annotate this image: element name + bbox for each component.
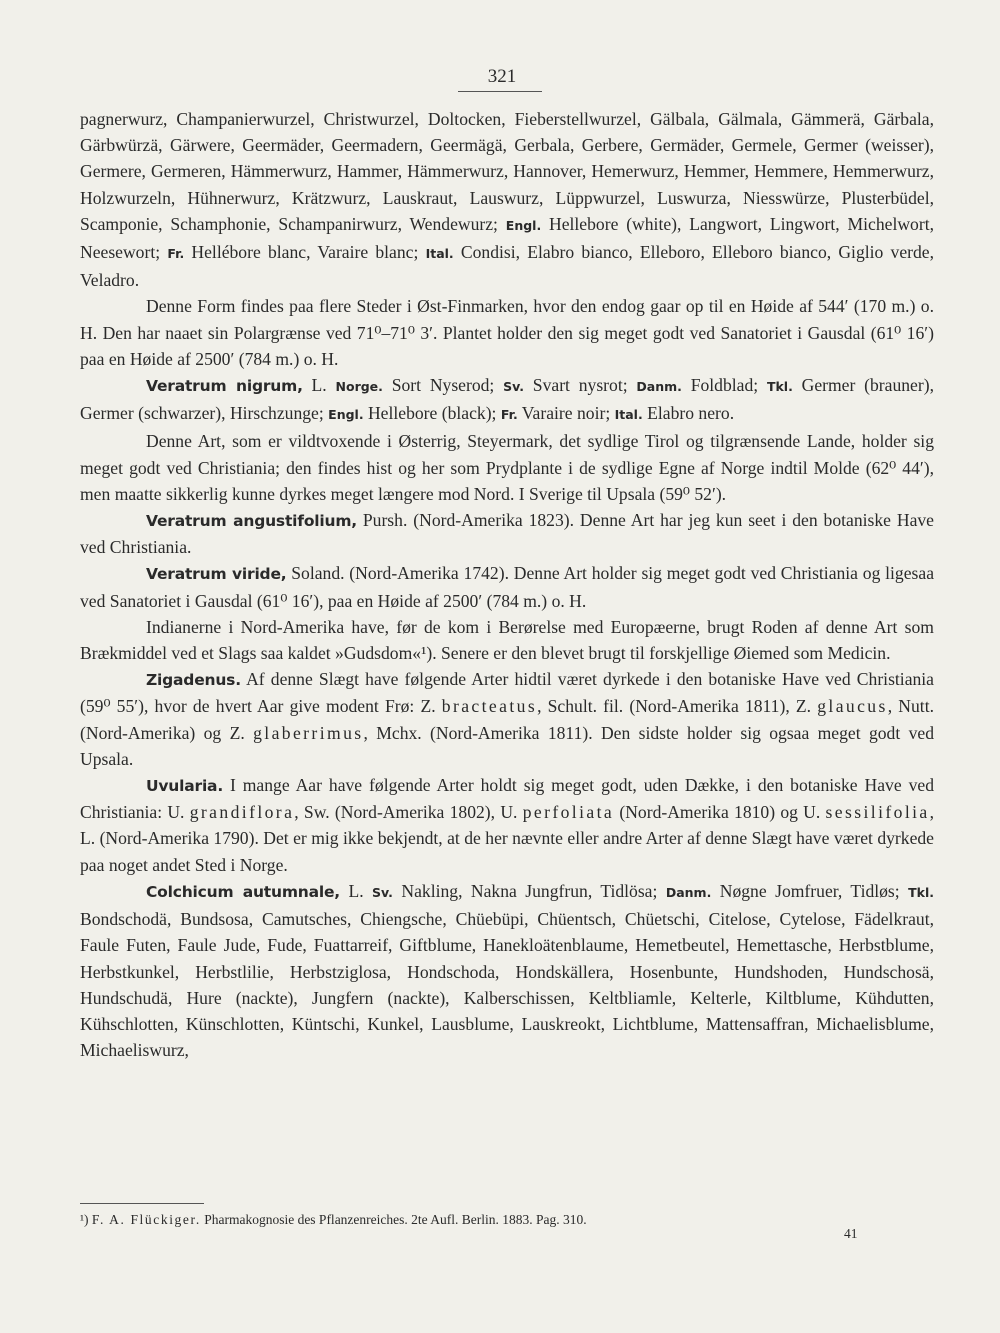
paragraph-austria: Denne Art, som er vildtvoxende i Østerrig, Steyermark, det sydlige Tirol og tilgrænsende Lande, holder sig meget godt ved Christiania; den findes hist og her som Prydplante i de sydlige Egne af Norge indtil Molde (62⁰ 44′), men maatte sikkerlig kunne dyrkes meget længere mod Nord. I Sverige til Upsala (59⁰ 52′).	[80, 431, 934, 504]
lang-label: Engl.	[505, 217, 542, 233]
text: Af denne Slægt have følgende Arter hidtil været dyrkede i den botaniske Have ved Christiania (59⁰ 55′), hvor de hvert Aar give modent Frø: Z.	[80, 669, 934, 717]
lang-label: Fr.	[500, 407, 518, 423]
text: Hellebore (black);	[363, 403, 501, 424]
paragraph-zigadenus	[80, 666, 934, 772]
text: Hellebore (white), Langwort, Lingwort, Michelwort, Neesewort;	[80, 213, 935, 263]
species-name: glaucus	[817, 696, 888, 717]
text: Nakling, Nakna Jungfrun, Tidlösa;	[392, 880, 666, 901]
text: Svart nysrot;	[524, 375, 637, 396]
page-number-rule	[458, 91, 542, 92]
paragraph-finmarken: Denne Form findes paa flere Steder i Øst-Finmarken, hvor den endog gaar op til en Høide af 544′ (170 m.) o. H. Den har naaet sin Polargrænse ved 71⁰–71⁰ 3′. Plantet holder den sig meget godt ved Sanatoriet i Gausdal (61⁰ 16′) paa en Høide af 2500′ (784 m.) o. H.	[80, 296, 934, 369]
species-name: bracteatus	[441, 696, 538, 717]
lang-label: Ital.	[425, 246, 454, 262]
text: L.	[302, 375, 336, 396]
footnote	[80, 1211, 940, 1229]
lang-label: Tkl.	[766, 379, 793, 395]
text: Bondschodä, Bundsosa, Camutsches, Chiengsche, Chüebüpi, Chüentsch, Chüetschi, Citelose, Cytelose, Fädelkraut, Faule Futen, Faule Jude, Fude, Fuattarreif, Giftblume, Hanekloätenblaume, Hemetbeutel, Hemettasche, Herbstblume, Herbstkunkel, Herbstlilie, Herbstziglosa, Hondschoda, Hondskällera, Hosenbunte, Hundshoden, Hundschosä, Hundschudä, Hure (nackte), Jungfern (nackte), Kalberschissen, Keltbliamle, Kelterle, Kiltblume, Kühdutten, Kühschlotten, Künschlotten, Küntschi, Kunkel, Lausblume, Lauskreokt, Lichtblume, Mattensaffran, Michaelisblume, Michaeliswurz,	[80, 909, 934, 1061]
text: Pursh. (Nord-Amerika 1823). Denne Art har jeg kun seet i den botaniske Have ved Christiania.	[80, 510, 934, 558]
text: , Nutt. (Nord-Amerika) og Z.	[80, 696, 934, 743]
text: , Schult. fil. (Nord-Amerika 1811), Z.	[537, 696, 818, 717]
footnote-rule	[80, 1203, 204, 1204]
text: , Sw. (Nord-Amerika 1802), U.	[294, 802, 523, 823]
species-heading: Colchicum autumnale,	[146, 882, 340, 901]
lang-label: Sv.	[503, 379, 525, 395]
lang-label: Ital.	[614, 407, 643, 423]
text: Sort Nyserod;	[382, 375, 504, 396]
text: I mange Aar have følgende Arter holdt sig meget godt, uden Dække, i den botaniske Have ved Christiania: U.	[80, 775, 934, 823]
genus-heading: Zigadenus.	[146, 671, 241, 690]
paragraph-veratrum-angustifolium	[80, 507, 934, 560]
text: Hellébore blanc, Varaire blanc;	[184, 242, 426, 263]
text: (Nord-Amerika 1810) og U.	[614, 802, 826, 823]
paragraph-colchicum	[80, 878, 934, 1063]
lang-label: Tkl.	[908, 884, 934, 900]
lang-label: Norge.	[335, 379, 383, 395]
body-text	[80, 106, 934, 1063]
text: , Mchx. (Nord-Amerika 1811). Den sidste holder sig ogsaa meget godt ved Upsala.	[80, 722, 934, 769]
text: Foldblad;	[681, 375, 767, 396]
lang-label: Fr.	[167, 246, 185, 262]
text: Varaire noir;	[517, 403, 615, 424]
species-heading: Veratrum viride,	[146, 565, 287, 584]
species-name: glaberrimus	[253, 722, 364, 743]
paragraph-continuation	[80, 106, 934, 293]
paragraph-indianerne: Indianerne i Nord-Amerika have, før de kom i Berørelse med Europæerne, brugt Roden af denne Art som Brækmiddel ved et Slags saa kaldet »Gudsdom«¹). Senere er den blevet brugt til forskjellige Øiemed som Medicin.	[80, 616, 934, 664]
text: Germer (brauner), Germer (schwarzer), Hirschzunge;	[80, 375, 934, 424]
species-name: sessilifolia	[825, 802, 930, 823]
lang-label: Danm.	[636, 379, 682, 395]
text: Condisi, Elabro bianco, Elleboro, Elleboro bianco, Giglio verde, Veladro.	[80, 242, 934, 291]
text: , L. (Nord-Amerika 1790). Det er mig ikke bekjendt, at de her nævnte eller andre Arter af denne Slægt have været dyrkede paa noget andet Sted i Norge.	[80, 802, 935, 875]
paragraph-uvularia	[80, 772, 934, 878]
lang-label: Danm.	[665, 884, 712, 900]
lang-label: Sv.	[372, 884, 393, 900]
text: Nøgne Jomfruer, Tidløs;	[711, 880, 909, 901]
sheet-signature: 41	[844, 1226, 858, 1241]
footnote-text: Pharmakognosie des Pflanzenreiches. 2te Aufl. Berlin. 1883. Pag. 310.	[200, 1212, 587, 1227]
page-number: 321	[487, 66, 517, 87]
species-name: grandiflora	[189, 802, 295, 823]
text: L.	[340, 880, 373, 901]
lang-label: Engl.	[328, 407, 364, 423]
species-name: perfoliata	[522, 802, 615, 823]
footnote-author: F. A. Flückiger.	[91, 1212, 201, 1227]
paragraph-veratrum-viride	[80, 560, 934, 613]
text: Elabro nero.	[642, 403, 735, 424]
species-heading: Veratrum nigrum,	[146, 377, 303, 396]
footnote-marker: ¹)	[80, 1212, 89, 1227]
species-heading: Veratrum angustifolium,	[146, 512, 357, 531]
text: Soland. (Nord-Amerika 1742). Denne Art holder sig meget godt ved Christiania og ligesaa ved Sanatoriet i Gausdal (61⁰ 16′), paa en Høide af 2500′ (784 m.) o. H.	[80, 563, 935, 611]
text: pagnerwurz, Champanierwurzel, Christwurzel, Doltocken, Fieberstellwurzel, Gälbala, Gälmala, Gämmerä, Gärbala, Gärbwürzä, Gärwere, Geermäder, Geermadern, Geermägä, Gerbala, Gerbere, Germäder, Germele, Germer (weisser), Germere, Germeren, Hämmerwurz, Hammer, Hämmerwurz, Hannover, Hemerwurz, Hemmer, Hemmere, Hemmerwurz, Holzwurzeln, Hühnerwurz, Krätzwurz, Lauskraut, Lauswurz, Lüppwurzel, Luswurza, Niesswürze, Plusterbüdel, Scamponie, Schamphonie, Schampanirwurz, Wendewurz;	[80, 109, 934, 234]
genus-heading: Uvularia.	[146, 777, 224, 796]
paragraph-veratrum-nigrum	[80, 372, 934, 428]
